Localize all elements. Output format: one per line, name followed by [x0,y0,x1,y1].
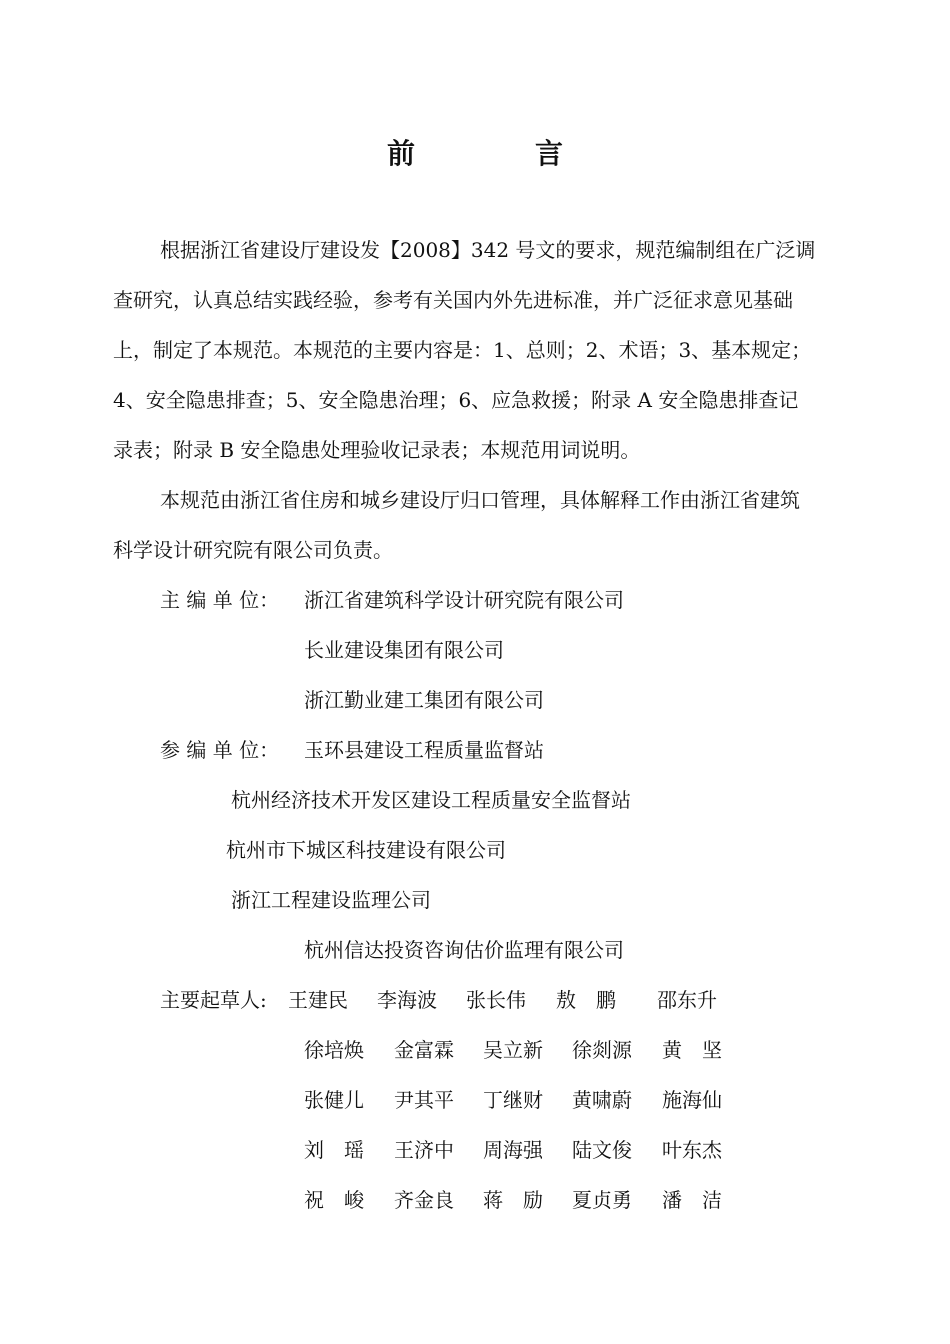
drafter-name: 黄 坚 [662,1038,722,1062]
participating-unit: 玉环县建设工程质量监督站 [304,738,544,762]
chief-units-label: 主 编 单 位： [160,588,280,612]
drafter-name: 蒋 励 [483,1188,543,1212]
chief-unit: 浙江勤业建工集团有限公司 [304,688,544,712]
drafter-name: 张长伟 [466,988,526,1012]
drafter-name: 潘 洁 [662,1188,722,1212]
drafter-name: 祝 峻 [304,1188,364,1212]
drafter-name: 丁继财 [483,1088,543,1112]
drafter-name: 陆文俊 [572,1138,632,1162]
drafter-name: 黄啸蔚 [572,1088,632,1112]
drafter-name: 刘 瑶 [304,1138,364,1162]
drafter-name: 齐金良 [394,1188,454,1212]
participating-unit: 杭州市下城区科技建设有限公司 [226,838,506,862]
drafter-name: 施海仙 [662,1088,722,1112]
paragraph-1-line: 录表；附录 B 安全隐患处理验收记录表；本规范用词说明。 [113,438,641,462]
drafter-name: 敖 鹏 [556,988,616,1012]
chief-unit: 浙江省建筑科学设计研究院有限公司 [304,588,624,612]
paragraph-2-line: 本规范由浙江省住房和城乡建设厅归口管理，具体解释工作由浙江省建筑 [160,488,800,512]
drafter-name: 吴立新 [483,1038,543,1062]
drafter-name: 王建民 [288,988,348,1012]
drafter-name: 李海波 [377,988,437,1012]
drafter-name: 金富霖 [394,1038,454,1062]
drafter-name: 张健儿 [304,1088,364,1112]
drafter-name: 徐剡源 [572,1038,632,1062]
chief-unit: 长业建设集团有限公司 [304,638,504,662]
drafter-name: 周海强 [483,1138,543,1162]
participating-unit: 杭州信达投资咨询估价监理有限公司 [304,938,624,962]
paragraph-1-line: 查研究，认真总结实践经验，参考有关国内外先进标准，并广泛征求意见基础 [113,288,793,312]
drafter-name: 叶东杰 [662,1138,722,1162]
drafter-name: 徐培焕 [304,1038,364,1062]
page-title: 前 言 [386,137,609,170]
drafter-name: 夏贞勇 [572,1188,632,1212]
drafter-name: 王济中 [394,1138,454,1162]
drafters-label: 主要起草人: [160,988,267,1012]
drafter-name: 尹其平 [394,1088,454,1112]
participating-unit: 杭州经济技术开发区建设工程质量安全监督站 [231,788,631,812]
participating-units-label: 参 编 单 位： [160,738,280,762]
participating-unit: 浙江工程建设监理公司 [231,888,431,912]
paragraph-1-line: 根据浙江省建设厅建设发【2008】342 号文的要求，规范编制组在广泛调 [160,238,816,262]
drafter-name: 邵东升 [657,988,717,1012]
paragraph-1-line: 4、安全隐患排查；5、安全隐患治理；6、应急救援；附录 A 安全隐患排查记 [113,388,799,412]
paragraph-1-line: 上，制定了本规范。本规范的主要内容是：1、总则；2、术语；3、基本规定； [113,338,812,362]
paragraph-2-line: 科学设计研究院有限公司负责。 [113,538,393,562]
